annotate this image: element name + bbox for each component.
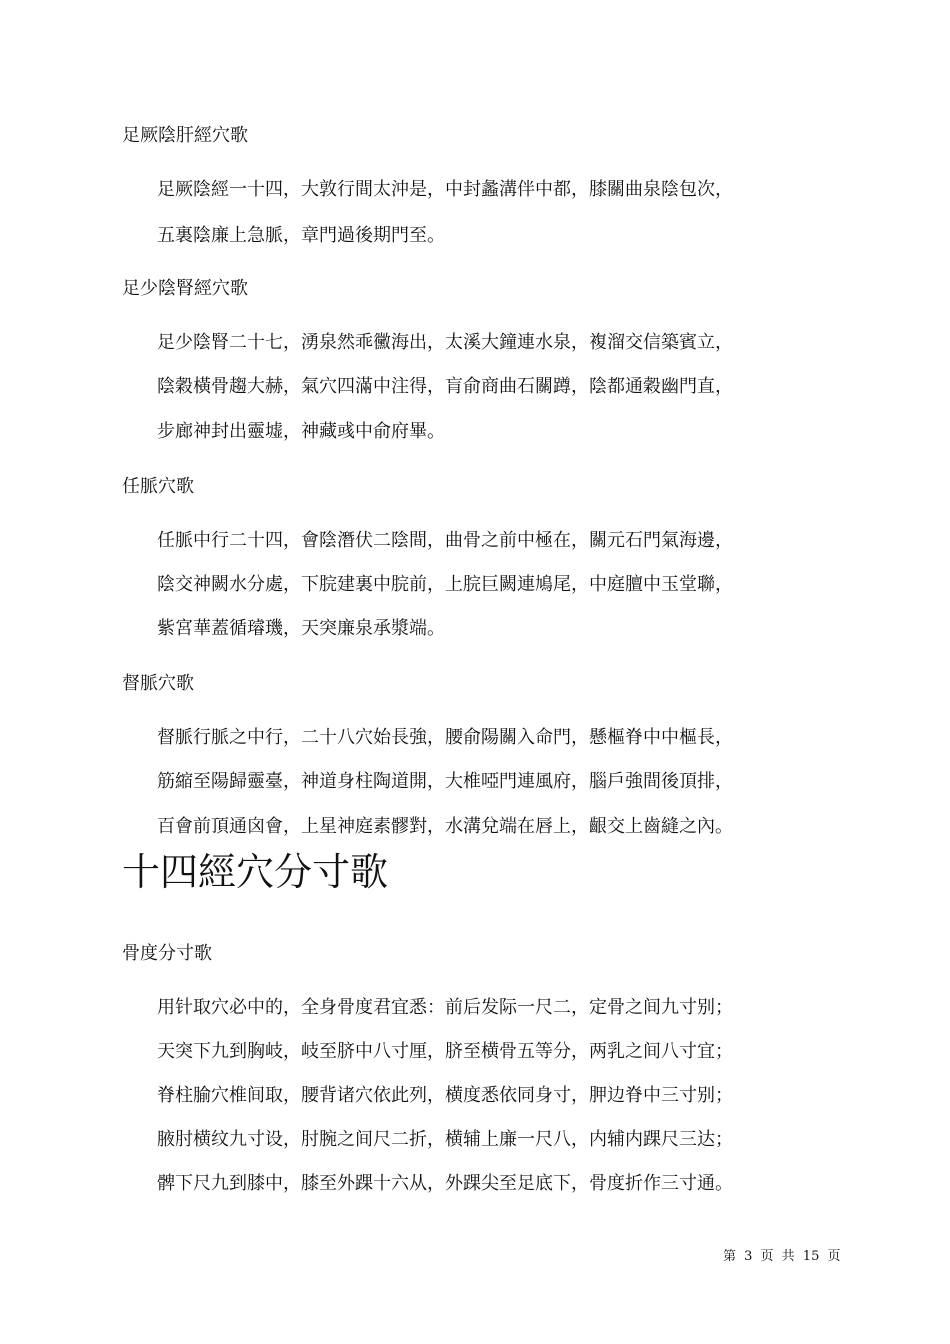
verse-line: 任脈中行二十四，會陰潛伏二陰間，曲骨之前中極在，關元石門氣海邊， — [157, 530, 733, 551]
main-heading: 十四經穴分寸歌 — [122, 850, 389, 894]
verse-line: 陰交神闕水分處，下脘建裏中脘前，上脘巨闕連鳩尾，中庭膻中玉堂聯， — [157, 574, 733, 595]
verse-line: 五裏陰廉上急脈，章門過後期門至。 — [157, 225, 445, 246]
verse-line: 紫宮華蓋循璿璣，天突廉泉承漿端。 — [157, 618, 445, 639]
verse-line: 天突下九到胸岐，岐至脐中八寸厘，脐至横骨五等分，两乳之间八寸宜； — [157, 1041, 733, 1062]
verse-line: 脊柱腧穴椎间取，腰背诸穴依此列，横度悉依同身寸，胛边脊中三寸别； — [157, 1085, 733, 1106]
verse-line: 用针取穴必中的，全身骨度君宜悉：前后发际一尺二，定骨之间九寸别； — [157, 997, 733, 1018]
verse-line: 百會前頂通囟會，上星神庭素髎對，水溝兌端在唇上，齦交上齒縫之內。 — [157, 816, 733, 837]
page-number: 第 3 页 共 15 页 — [723, 1249, 841, 1264]
verse-line: 督脈行脈之中行，二十八穴始長強，腰俞陽關入命門，懸樞脊中中樞長， — [157, 727, 733, 748]
subsection-title: 骨度分寸歌 — [122, 943, 212, 964]
section-title-ren-vessel: 任脈穴歌 — [122, 476, 194, 497]
verse-line: 足厥陰經一十四，大敦行間太沖是，中封蠡溝伴中都，膝關曲泉陰包次， — [157, 179, 733, 200]
section-title-du-vessel: 督脈穴歌 — [122, 673, 194, 694]
verse-line: 髀下尺九到膝中，膝至外踝十六从，外踝尖至足底下，骨度折作三寸通。 — [157, 1173, 733, 1194]
section-title-liver-meridian: 足厥陰肝經穴歌 — [122, 125, 248, 146]
verse-line: 腋肘横纹九寸设，肘腕之间尺二折，横辅上廉一尺八，内辅内踝尺三达； — [157, 1129, 733, 1150]
verse-line: 步廊神封出靈墟，神藏彧中俞府畢。 — [157, 421, 445, 442]
verse-line: 陰穀橫骨趨大赫，氣穴四滿中注得，肓俞商曲石關蹲，陰都通穀幽門直， — [157, 376, 733, 397]
section-title-kidney-meridian: 足少陰腎經穴歌 — [122, 278, 248, 299]
verse-line: 筋縮至陽歸靈臺，神道身柱陶道開，大椎啞門連風府，腦戶強間後頂排， — [157, 771, 733, 792]
verse-line: 足少陰腎二十七，湧泉然乖黴海出，太溪大鐘連水泉，複溜交信築賓立， — [157, 332, 733, 353]
